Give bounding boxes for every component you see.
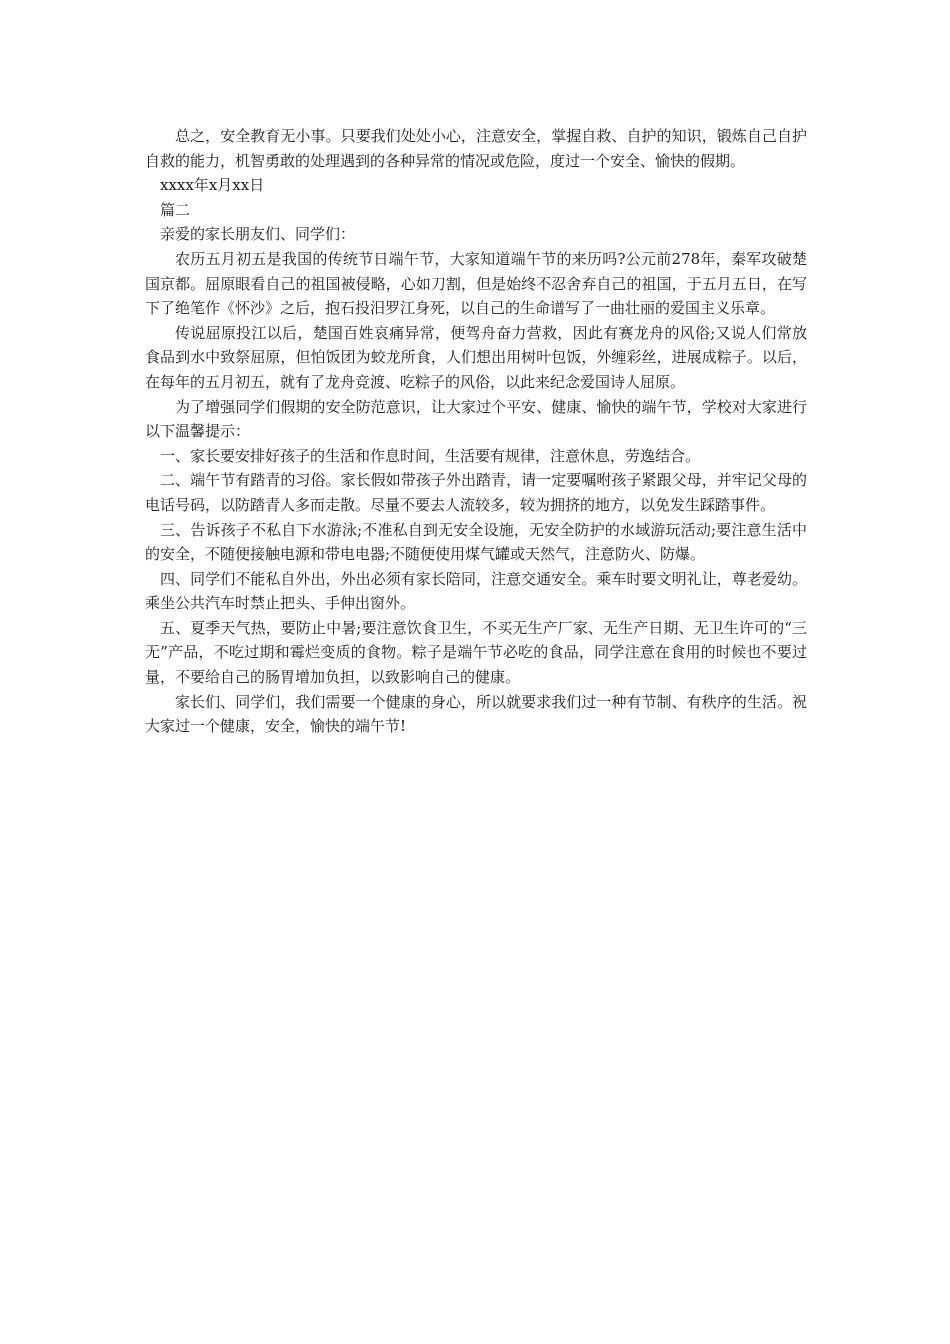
section-heading: 篇二 [160, 200, 191, 219]
paragraph-legend: 传说屈原投江以后，楚国百姓哀痛异常，便驾舟奋力营救，因此有赛龙舟的风俗;又说人们常放食品到水中致祭屈原，但怕饭团为蛟龙所食，人们想出用树叶包饭，外缠彩丝，进展成粽子。以后，在每年的五月初五，就有了龙舟竞渡、吃粽子的风俗，以此来纪念爱国诗人屈原。 [145, 323, 807, 391]
tip-item-3: 三、告诉孩子不私自下水游泳;不准私自到无安全设施，无安全防护的水域游玩活动;要注意生活中的安全，不随便接触电源和带电电器;不随便使用煤气罐或天然气，注意防火、防爆。 [145, 520, 807, 564]
tip-item-4: 四、同学们不能私自外出，外出必须有家长陪同，注意交通安全。乘车时要文明礼让，尊老爱幼。乘坐公共汽车时禁止把头、手伸出窗外。 [145, 569, 807, 613]
paragraph-closing: 家长们、同学们，我们需要一个健康的身心，所以就要求我们过一种有节制、有秩序的生活。祝大家过一个健康，安全，愉快的端午节! [145, 692, 807, 736]
tip-item-5: 五、夏季天气热，要防止中暑;要注意饮食卫生，不买无生产厂家、无生产日期、无卫生许可的“三无”产品，不吃过期和霉烂变质的食物。粽子是端午节必吃的食品，同学注意在食用的时候也不要过量，不要给自己的肠胃增加负担，以致影响自己的健康。 [145, 618, 807, 687]
tip-item-1: 一、家长要安排好孩子的生活和作息时间，生活要有规律，注意休息，劳逸结合。 [160, 446, 701, 465]
paragraph-origin: 农历五月初五是我国的传统节日端午节，大家知道端午节的来历吗?公元前278年，秦军攻破楚国京都。屈原眼看自己的祖国被侵略，心如刀割，但是始终不忍舍弃自己的祖国，于五月五日，在写下了绝笔作《怀沙》之后，抱石投汨罗江身死，以自己的生命谱写了一曲壮丽的爱国主义乐章。 [145, 249, 807, 318]
tip-item-2: 二、端午节有踏青的习俗。家长假如带孩子外出踏青，请一定要嘱咐孩子紧跟父母，并牢记父母的电话号码，以防踏青人多而走散。尽量不要去人流较多，较为拥挤的地方，以免发生踩踏事件。 [145, 471, 807, 514]
paragraph-intro-tips: 为了增强同学们假期的安全防范意识，让大家过个平安、健康、愉快的端午节，学校对大家进行以下温馨提示： [145, 397, 807, 441]
document-body [145, 124, 807, 739]
date-line: xxxx年x月xx日 [160, 176, 265, 195]
paragraph-conclusion: 总之，安全教育无小事。只要我们处处小心，注意安全，掌握自救、自护的知识，锻炼自己自护自救的能力，机智勇敢的处理遇到的各种异常的情况或危险，度过一个安全、愉快的假期。 [145, 127, 807, 170]
salutation: 亲爱的家长朋友们、同学们： [160, 225, 356, 244]
